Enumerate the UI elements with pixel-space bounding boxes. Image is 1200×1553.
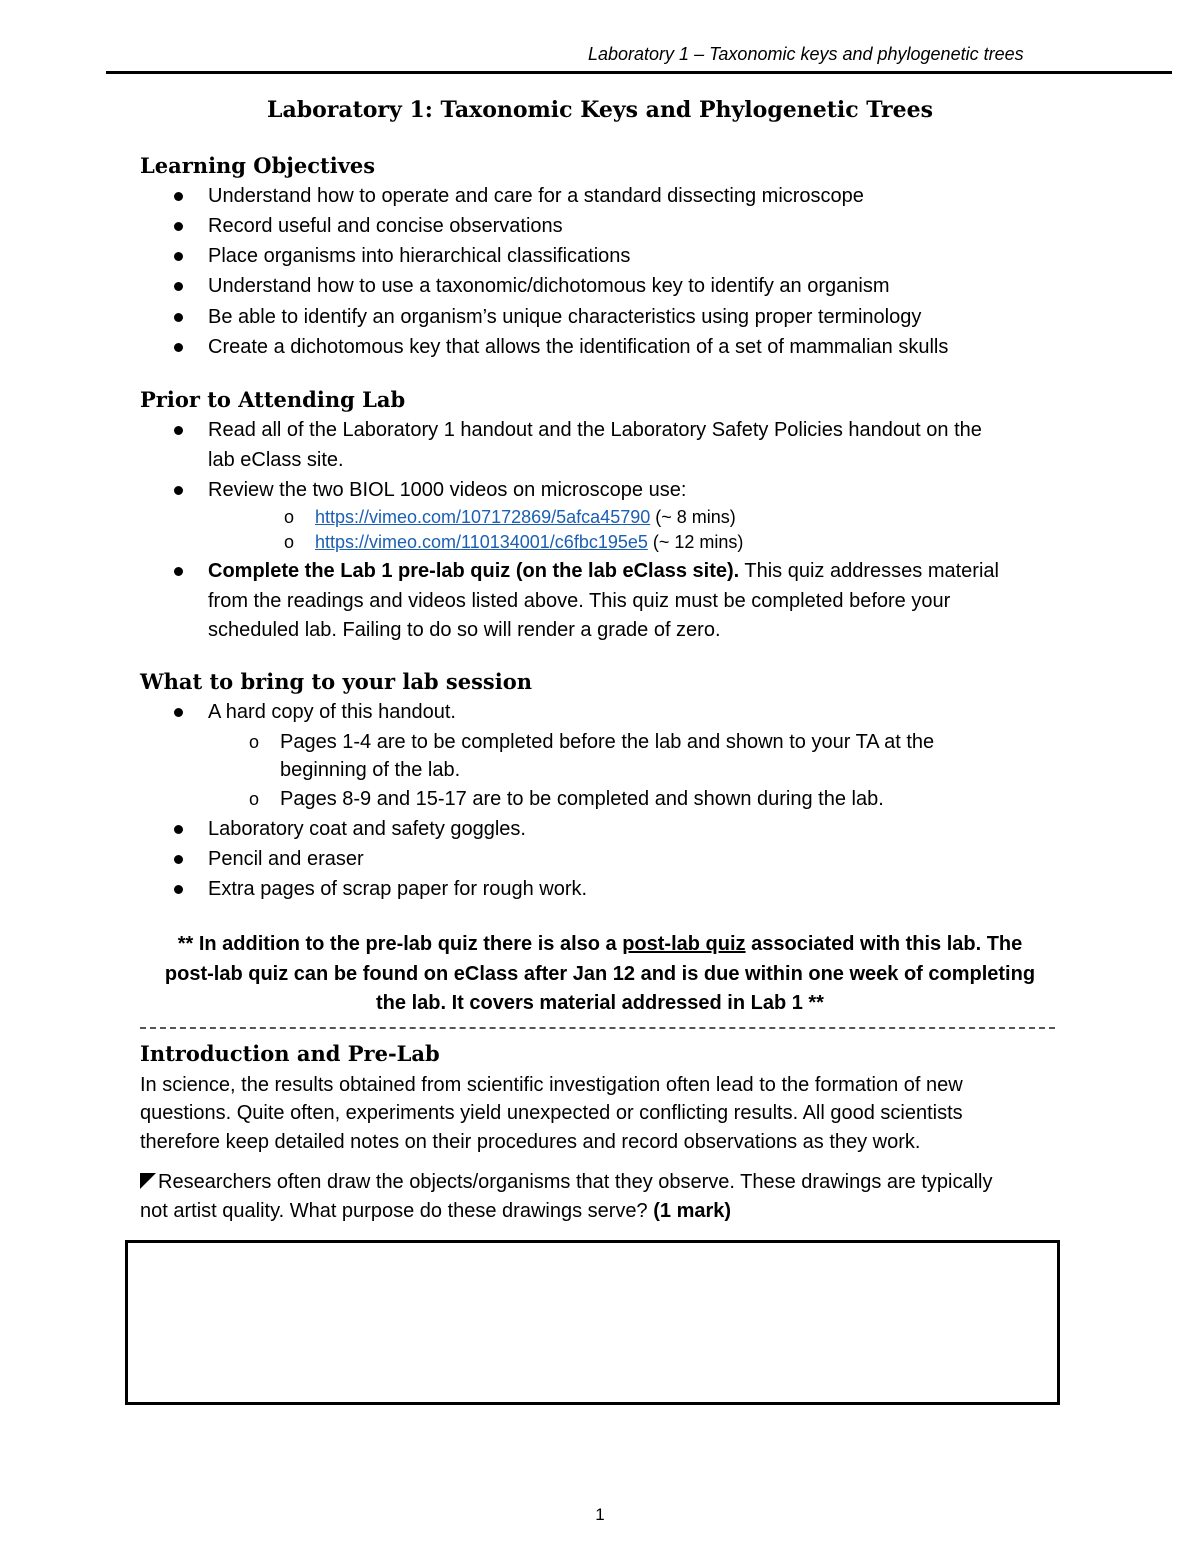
intro-heading: Introduction and Pre-Lab [140, 1041, 440, 1066]
question-text-cont: not artist quality. What purpose do these drawings serve? [140, 1200, 654, 1222]
bring-sub-item: Pages 1-4 are to be completed before the lab and shown to your TA at the [280, 731, 935, 753]
bring-item-paper: Extra pages of scrap paper for rough work. [208, 878, 588, 900]
post-lab-note-a: ** In addition to the pre-lab quiz there is also a [177, 933, 623, 955]
page-number: 1 [595, 1505, 605, 1524]
video-link-row [315, 530, 743, 554]
question-marker-icon [140, 1173, 156, 1189]
video-duration-1: (~ 8 mins) [650, 507, 736, 527]
bullet-icon [174, 486, 183, 495]
prior-item-quiz [208, 559, 999, 583]
circle-bullet-icon: o [248, 732, 259, 752]
bullet-icon [174, 282, 183, 291]
bring-heading: What to bring to your lab session [140, 669, 533, 694]
video-link-2[interactable]: https://vimeo.com/110134001/c6fbc195e5 [315, 532, 648, 552]
prior-item-videos: Review the two BIOL 1000 videos on microscope use: [208, 479, 687, 501]
objective-item: Be able to identify an organism’s unique characteristics using proper terminology [208, 306, 922, 328]
video-link-1[interactable]: https://vimeo.com/107172869/5afca45790 [315, 507, 651, 527]
prior-item-quiz-cont: from the readings and videos listed above. This quiz must be completed before your [208, 590, 951, 612]
post-lab-note [0, 932, 1200, 956]
question [140, 1170, 993, 1194]
bullet-icon [174, 192, 183, 201]
answer-box[interactable] [125, 1240, 1060, 1405]
objective-item: Understand how to operate and care for a standard dissecting microscope [208, 185, 864, 207]
video-link-row [315, 505, 736, 529]
bullet-icon [174, 313, 183, 322]
post-lab-note-cont: the lab. It covers material addressed in Lab 1 ** [376, 992, 824, 1014]
running-header: Laboratory 1 – Taxonomic keys and phylogenetic trees [588, 44, 1024, 64]
objective-item: Record useful and concise observations [208, 215, 563, 237]
bullet-icon [174, 825, 183, 834]
intro-paragraph-cont: questions. Quite often, experiments yield unexpected or conflicting results. All good scientists [140, 1102, 963, 1124]
bring-item-handout: A hard copy of this handout. [208, 701, 456, 723]
intro-paragraph: In science, the results obtained from scientific investigation often lead to the formation of new [140, 1074, 963, 1096]
learning-objectives-heading: Learning Objectives [140, 153, 376, 178]
header-rule [106, 71, 1172, 74]
post-lab-quiz-link[interactable]: post-lab quiz [622, 933, 746, 955]
question-marks: (1 mark) [653, 1200, 732, 1222]
objective-item: Create a dichotomous key that allows the identification of a set of mammalian skulls [208, 336, 949, 358]
bullet-icon [174, 567, 183, 576]
bullet-icon [174, 855, 183, 864]
objective-item: Place organisms into hierarchical classifications [208, 245, 631, 267]
bullet-icon [174, 222, 183, 231]
intro-paragraph-cont: therefore keep detailed notes on their procedures and record observations as they work. [140, 1131, 921, 1153]
prior-item-quiz-cont: scheduled lab. Failing to do so will render a grade of zero. [208, 619, 721, 641]
post-lab-note-cont: post-lab quiz can be found on eClass after Jan 12 and is due within one week of completing [164, 963, 1036, 985]
bring-sub-item: Pages 8-9 and 15-17 are to be completed and shown during the lab. [280, 788, 884, 810]
prior-item-read: Read all of the Laboratory 1 handout and the Laboratory Safety Policies handout on the [208, 419, 982, 441]
circle-bullet-icon: o [248, 789, 259, 809]
bring-item-pencil: Pencil and eraser [208, 848, 364, 870]
video-duration-2: (~ 12 mins) [647, 532, 744, 552]
prior-to-lab-heading: Prior to Attending Lab [140, 387, 406, 412]
prior-quiz-bold: Complete the Lab 1 pre-lab quiz (on the lab eClass site). [208, 560, 740, 582]
bullet-icon [174, 708, 183, 717]
bullet-icon [174, 252, 183, 261]
prior-item-read-cont: lab eClass site. [208, 449, 344, 471]
section-divider [140, 1027, 1055, 1029]
question-cont [140, 1199, 731, 1223]
question-text: Researchers often draw the objects/organisms that they observe. These drawings are typically [158, 1171, 993, 1193]
bullet-icon [174, 343, 183, 352]
bring-item-coat: Laboratory coat and safety goggles. [208, 818, 526, 840]
bullet-icon [174, 885, 183, 894]
post-lab-note-b: associated with this lab. The [745, 933, 1023, 955]
circle-bullet-icon: o [283, 532, 294, 552]
objective-item: Understand how to use a taxonomic/dichotomous key to identify an organism [208, 275, 890, 297]
page-title: Laboratory 1: Taxonomic Keys and Phylogenetic Trees [266, 97, 934, 123]
prior-quiz-rest: This quiz addresses material [739, 560, 999, 582]
bring-sub-item-cont: beginning of the lab. [280, 759, 461, 781]
bullet-icon [174, 426, 183, 435]
circle-bullet-icon: o [283, 507, 294, 527]
